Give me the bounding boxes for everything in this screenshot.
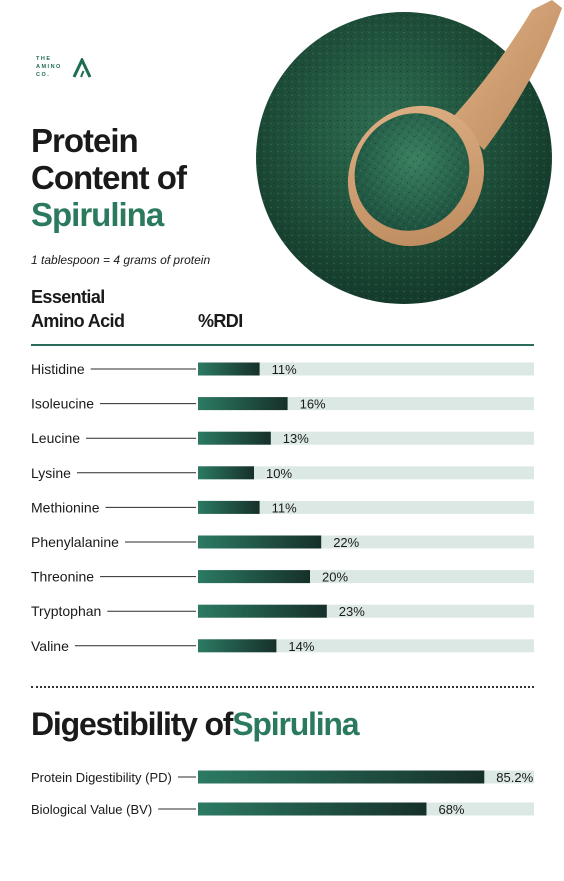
column-header-amino-acid xyxy=(31,285,124,333)
category-label-leucine: Leucine xyxy=(31,430,81,447)
bar-valine xyxy=(198,639,276,652)
bar-lysine xyxy=(198,466,254,479)
bar-isoleucine xyxy=(198,397,288,410)
category-label-phenylalanine: Phenylalanine xyxy=(31,534,119,550)
amino-acid-rdi-chart xyxy=(0,352,564,662)
category-label-methionine: Methionine xyxy=(31,499,100,516)
category-label-biological-value-bv: Biological Value (BV) xyxy=(31,802,153,817)
title-line-2: Content of xyxy=(31,159,186,196)
value-label-methionine: 11% xyxy=(271,500,297,516)
logo-line-3: CO. xyxy=(36,72,51,78)
category-label-threonine: Threonine xyxy=(31,568,95,585)
spirulina-powder-image xyxy=(252,0,564,310)
bar-threonine xyxy=(198,570,310,583)
column-header-amino-line-2: Amino Acid xyxy=(31,311,125,331)
value-label-isoleucine: 16% xyxy=(299,396,326,412)
logo-line-1: THE xyxy=(36,56,52,62)
digestibility-title xyxy=(31,706,358,743)
bar-protein-digestibility-pd xyxy=(198,771,484,784)
digestibility-chart xyxy=(0,760,564,830)
bar-phenylalanine xyxy=(198,536,321,549)
value-label-lysine: 10% xyxy=(266,465,293,481)
value-label-histidine: 11% xyxy=(271,362,297,377)
value-label-protein-digestibility-pd: 85.2% xyxy=(496,770,534,785)
header-divider xyxy=(31,344,534,346)
value-label-valine: 14% xyxy=(288,638,315,654)
category-label-lysine: Lysine xyxy=(31,464,71,481)
category-label-tryptophan: Tryptophan xyxy=(31,603,102,620)
bar-tryptophan xyxy=(198,605,327,618)
column-header-rdi: %RDI xyxy=(198,311,243,331)
logo-line-2: AMINO xyxy=(36,64,62,70)
bar-leucine xyxy=(198,432,271,445)
bar-histidine xyxy=(198,363,260,376)
bar-biological-value-bv xyxy=(198,803,426,816)
serving-note: 1 tablespoon = 4 grams of protein xyxy=(31,253,211,267)
section-divider xyxy=(31,686,534,688)
bar-methionine xyxy=(198,501,260,514)
title-accent: Spirulina xyxy=(31,196,164,233)
page-title xyxy=(31,122,186,233)
brand-logo xyxy=(36,56,106,80)
category-label-protein-digestibility-pd: Protein Digestibility (PD) xyxy=(31,770,172,785)
value-label-phenylalanine: 22% xyxy=(333,535,360,550)
value-label-tryptophan: 23% xyxy=(338,604,365,620)
category-label-histidine: Histidine xyxy=(31,361,85,377)
value-label-threonine: 20% xyxy=(322,569,349,585)
column-header-amino-line-1: Essential xyxy=(31,287,105,307)
value-label-leucine: 13% xyxy=(282,431,309,447)
logo-a-mark xyxy=(72,58,92,78)
category-label-valine: Valine xyxy=(31,637,69,654)
digestibility-title-plain: Digestibility of xyxy=(31,706,233,742)
value-label-biological-value-bv: 68% xyxy=(438,802,465,817)
category-label-isoleucine: Isoleucine xyxy=(31,395,95,412)
title-line-1: Protein xyxy=(31,122,138,159)
digestibility-title-accent: Spirulina xyxy=(232,706,359,742)
